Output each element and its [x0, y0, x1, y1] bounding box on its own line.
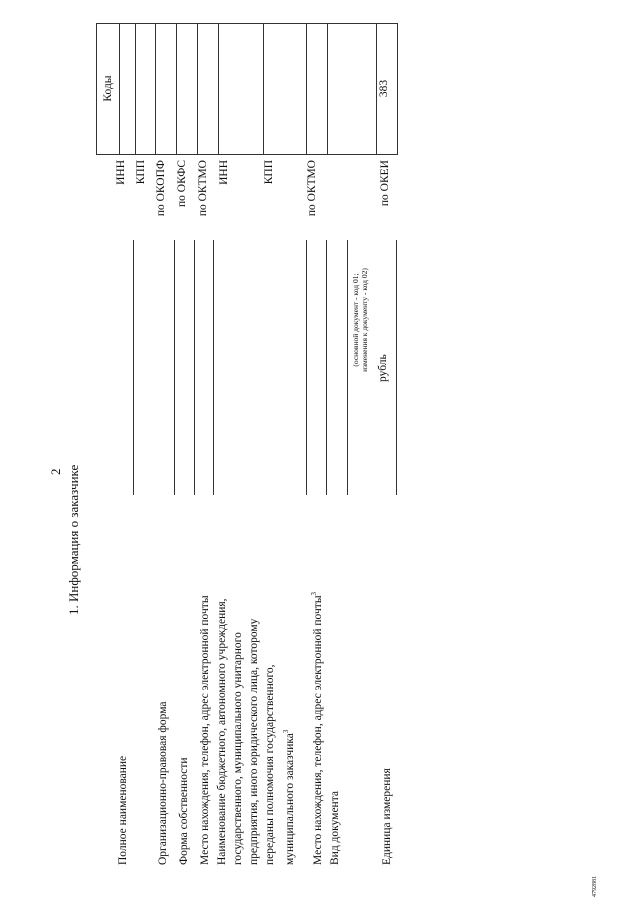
codes-row-sep	[263, 23, 264, 154]
entity-name-last: муниципального заказчика	[283, 733, 296, 865]
full-name-line	[133, 240, 134, 495]
footnote-mark: 3	[310, 591, 318, 596]
code-label-oktmo2: по ОКТМО	[306, 160, 318, 217]
note-line: изменения к документу - код 02)	[360, 268, 369, 372]
footnote-mark: 3	[282, 729, 290, 734]
code-label-okei: по ОКЕИ	[379, 160, 391, 207]
label-legal-form: Организационно-правовая форма	[157, 701, 169, 865]
label-location: Место нахождения, телефон, адрес электронной почты	[199, 595, 211, 865]
note-line: (основной документ - код 01;	[351, 273, 360, 367]
codes-row-sep	[135, 23, 136, 154]
code-label-inn: ИНН	[115, 160, 127, 185]
codes-header: Коды	[97, 23, 120, 154]
codes-row-sep	[218, 23, 219, 154]
codes-row-sep	[197, 23, 198, 154]
entity-name-line-rule	[306, 240, 307, 495]
label-entity-name	[214, 598, 298, 865]
document-number: 4792881	[592, 876, 598, 897]
okei-value: 383	[378, 79, 390, 98]
ownership-line	[194, 240, 195, 495]
unit-value: рубль	[377, 354, 389, 382]
codes-row-sep	[327, 23, 328, 154]
codes-row-sep	[376, 23, 377, 154]
codes-box	[96, 23, 398, 155]
entity-name-line	[278, 598, 298, 865]
code-label-okopf: по ОКОПФ	[155, 160, 167, 217]
label-doc-type: Вид документа	[329, 791, 341, 865]
label-entity-location	[306, 592, 326, 865]
location-line	[213, 240, 214, 495]
doc-type-line	[347, 240, 348, 495]
legal-form-line	[174, 240, 175, 495]
label-ownership: Форма собственности	[178, 757, 190, 865]
code-label-oktmo: по ОКТМО	[197, 160, 209, 217]
codes-row-sep	[306, 23, 307, 154]
section-title: 1. Информация о заказчике	[66, 464, 81, 615]
doc-type-note	[351, 265, 369, 375]
entity-name-line: переданы полномочия государственного,	[264, 664, 276, 865]
code-label-okfs: по ОКФС	[176, 160, 188, 208]
entity-name-line: государственного, муниципального унитарного	[232, 632, 244, 865]
label-unit: Единица измерения	[381, 768, 393, 865]
code-label-kpp: КПП	[135, 160, 147, 185]
entity-location-text: Место нахождения, телефон, адрес электронной почты	[311, 595, 324, 865]
codes-row-sep	[155, 23, 156, 154]
codes-row-sep	[176, 23, 177, 154]
label-full-name: Полное наименование	[117, 755, 129, 865]
entity-name-line: предприятия, иного юридического лица, которому	[248, 618, 260, 865]
code-label-kpp2: КПП	[263, 160, 275, 185]
code-label-inn2: ИНН	[218, 160, 230, 185]
entity-location-line	[326, 240, 327, 495]
entity-name-line: Наименование бюджетного, автономного учреждения,	[216, 598, 228, 865]
page-number: 2	[48, 468, 63, 475]
unit-line	[396, 240, 397, 495]
